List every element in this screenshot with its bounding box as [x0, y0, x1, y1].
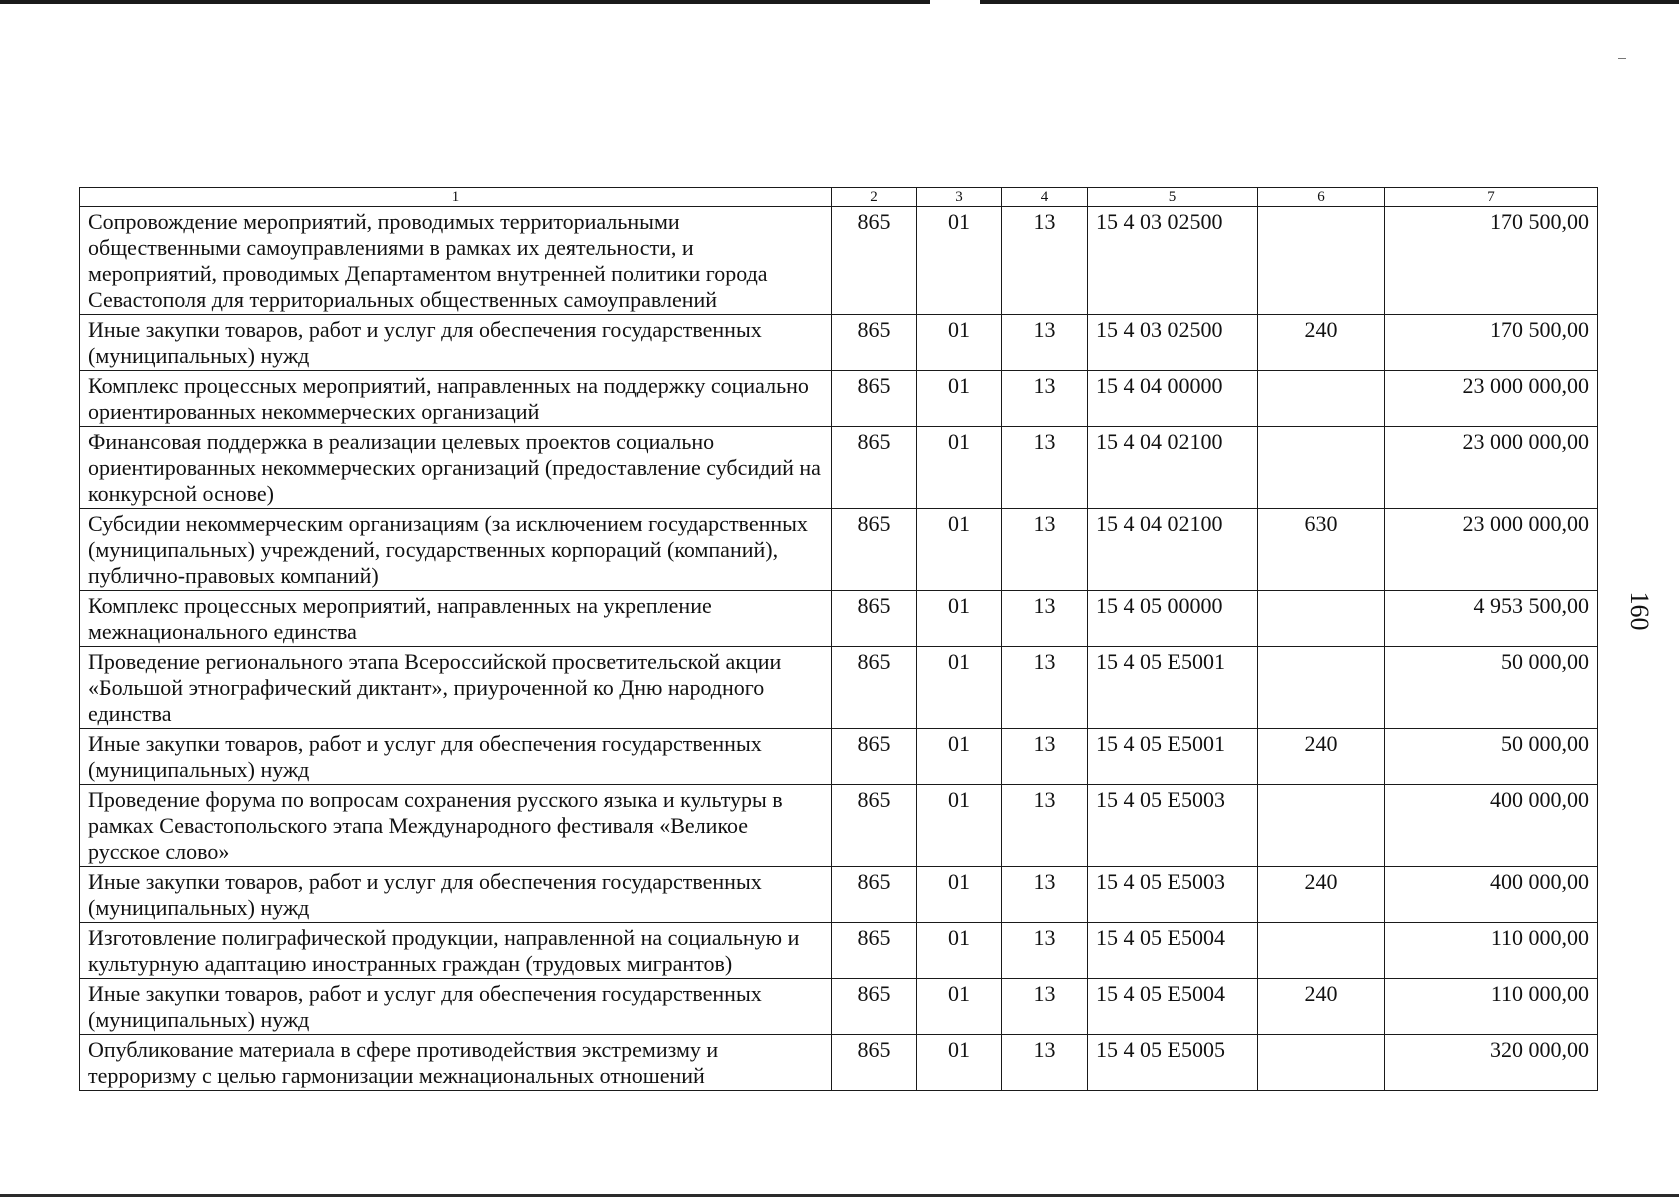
cell-target-article: 15 4 05 E5004 — [1088, 923, 1258, 979]
scan-edge-top — [0, 0, 1679, 4]
cell-admin-code: 865 — [832, 315, 917, 371]
cell-name: Иные закупки товаров, работ и услуг для обеспечения государственных (муниципальных) нужд — [80, 979, 832, 1035]
cell-section: 01 — [917, 729, 1002, 785]
cell-section: 01 — [917, 371, 1002, 427]
cell-name: Комплекс процессных мероприятий, направленных на поддержку социально ориентированных некоммерческих организаций — [80, 371, 832, 427]
cell-admin-code: 865 — [832, 371, 917, 427]
cell-section: 01 — [917, 427, 1002, 509]
cell-name: Проведение регионального этапа Всероссийской просветительской акции «Большой этнографический диктант», приуроченной ко Дню народного единства — [80, 647, 832, 729]
cell-admin-code: 865 — [832, 509, 917, 591]
cell-admin-code: 865 — [832, 1035, 917, 1091]
cell-expense-type — [1258, 427, 1385, 509]
cell-expense-type: 630 — [1258, 509, 1385, 591]
cell-section: 01 — [917, 591, 1002, 647]
table-body — [80, 207, 1598, 1091]
table-row — [80, 785, 1598, 867]
cell-name: Субсидии некоммерческим организациям (за исключением государственных (муниципальных) учреждений, государственных корпораций (компаний), публично-правовых компаний) — [80, 509, 832, 591]
cell-admin-code: 865 — [832, 427, 917, 509]
table-row — [80, 923, 1598, 979]
cell-expense-type — [1258, 785, 1385, 867]
cell-section: 01 — [917, 207, 1002, 315]
cell-section: 01 — [917, 315, 1002, 371]
cell-amount: 320 000,00 — [1385, 1035, 1598, 1091]
cell-subsection: 13 — [1002, 979, 1088, 1035]
cell-admin-code: 865 — [832, 207, 917, 315]
cell-section: 01 — [917, 647, 1002, 729]
cell-subsection: 13 — [1002, 509, 1088, 591]
cell-target-article: 15 4 03 02500 — [1088, 315, 1258, 371]
cell-name: Изготовление полиграфической продукции, направленной на социальную и культурную адаптацию иностранных граждан (трудовых мигрантов) — [80, 923, 832, 979]
cell-name: Опубликование материала в сфере противодействия экстремизму и терроризму с целью гармонизации межнациональных отношений — [80, 1035, 832, 1091]
cell-subsection: 13 — [1002, 867, 1088, 923]
page-number: 160 — [1625, 591, 1654, 631]
cell-amount: 110 000,00 — [1385, 923, 1598, 979]
cell-target-article: 15 4 05 00000 — [1088, 591, 1258, 647]
cell-target-article: 15 4 04 02100 — [1088, 509, 1258, 591]
cell-expense-type — [1258, 647, 1385, 729]
cell-subsection: 13 — [1002, 923, 1088, 979]
table-row — [80, 1035, 1598, 1091]
cell-expense-type: 240 — [1258, 729, 1385, 785]
cell-name: Проведение форума по вопросам сохранения русского языка и культуры в рамках Севастопольского этапа Международного фестиваля «Великое русское слово» — [80, 785, 832, 867]
cell-name: Иные закупки товаров, работ и услуг для обеспечения государственных (муниципальных) нужд — [80, 867, 832, 923]
cell-target-article: 15 4 05 E5003 — [1088, 785, 1258, 867]
budget-table — [79, 187, 1598, 1091]
table-header — [80, 188, 1598, 207]
table-row — [80, 207, 1598, 315]
table-row — [80, 647, 1598, 729]
table-row — [80, 729, 1598, 785]
header-col-7: 7 — [1385, 188, 1598, 207]
cell-name: Иные закупки товаров, работ и услуг для обеспечения государственных (муниципальных) нужд — [80, 315, 832, 371]
scan-edge-bottom — [0, 1194, 1679, 1197]
cell-target-article: 15 4 04 02100 — [1088, 427, 1258, 509]
scan-speck — [1618, 58, 1626, 59]
cell-target-article: 15 4 05 E5005 — [1088, 1035, 1258, 1091]
cell-admin-code: 865 — [832, 647, 917, 729]
cell-subsection: 13 — [1002, 785, 1088, 867]
cell-section: 01 — [917, 509, 1002, 591]
cell-amount: 400 000,00 — [1385, 785, 1598, 867]
cell-amount: 170 500,00 — [1385, 315, 1598, 371]
header-col-4: 4 — [1002, 188, 1088, 207]
cell-expense-type — [1258, 591, 1385, 647]
cell-admin-code: 865 — [832, 591, 917, 647]
cell-expense-type: 240 — [1258, 867, 1385, 923]
cell-expense-type — [1258, 923, 1385, 979]
cell-section: 01 — [917, 785, 1002, 867]
cell-amount: 170 500,00 — [1385, 207, 1598, 315]
cell-amount: 400 000,00 — [1385, 867, 1598, 923]
cell-expense-type: 240 — [1258, 315, 1385, 371]
table-row — [80, 591, 1598, 647]
cell-amount: 4 953 500,00 — [1385, 591, 1598, 647]
cell-subsection: 13 — [1002, 207, 1088, 315]
cell-admin-code: 865 — [832, 979, 917, 1035]
cell-target-article: 15 4 05 E5001 — [1088, 729, 1258, 785]
cell-target-article: 15 4 05 E5001 — [1088, 647, 1258, 729]
cell-amount: 23 000 000,00 — [1385, 371, 1598, 427]
cell-name: Комплекс процессных мероприятий, направленных на укрепление межнационального единства — [80, 591, 832, 647]
cell-amount: 50 000,00 — [1385, 729, 1598, 785]
table-row — [80, 867, 1598, 923]
header-col-1: 1 — [80, 188, 832, 207]
table-row — [80, 427, 1598, 509]
cell-expense-type — [1258, 207, 1385, 315]
cell-subsection: 13 — [1002, 315, 1088, 371]
cell-amount: 110 000,00 — [1385, 979, 1598, 1035]
cell-subsection: 13 — [1002, 371, 1088, 427]
cell-expense-type: 240 — [1258, 979, 1385, 1035]
cell-subsection: 13 — [1002, 1035, 1088, 1091]
cell-expense-type — [1258, 1035, 1385, 1091]
cell-target-article: 15 4 05 E5004 — [1088, 979, 1258, 1035]
cell-admin-code: 865 — [832, 729, 917, 785]
cell-subsection: 13 — [1002, 647, 1088, 729]
table-row — [80, 509, 1598, 591]
cell-expense-type — [1258, 371, 1385, 427]
cell-subsection: 13 — [1002, 427, 1088, 509]
cell-admin-code: 865 — [832, 923, 917, 979]
cell-section: 01 — [917, 1035, 1002, 1091]
cell-target-article: 15 4 03 02500 — [1088, 207, 1258, 315]
cell-amount: 23 000 000,00 — [1385, 427, 1598, 509]
cell-section: 01 — [917, 979, 1002, 1035]
cell-subsection: 13 — [1002, 591, 1088, 647]
cell-amount: 23 000 000,00 — [1385, 509, 1598, 591]
cell-name: Финансовая поддержка в реализации целевых проектов социально ориентированных некоммерческих организаций (предоставление субсидий на конкурсной основе) — [80, 427, 832, 509]
cell-admin-code: 865 — [832, 785, 917, 867]
cell-target-article: 15 4 04 00000 — [1088, 371, 1258, 427]
cell-admin-code: 865 — [832, 867, 917, 923]
header-row — [80, 188, 1598, 207]
cell-name: Сопровождение мероприятий, проводимых территориальными общественными самоуправлениями в рамках их деятельности, и мероприятий, проводимых Департаментом внутренней политики города Севастополя для территориальных общественных самоуправлений — [80, 207, 832, 315]
cell-target-article: 15 4 05 E5003 — [1088, 867, 1258, 923]
cell-amount: 50 000,00 — [1385, 647, 1598, 729]
header-col-2: 2 — [832, 188, 917, 207]
cell-section: 01 — [917, 867, 1002, 923]
cell-section: 01 — [917, 923, 1002, 979]
table-row — [80, 979, 1598, 1035]
header-col-3: 3 — [917, 188, 1002, 207]
table-row — [80, 371, 1598, 427]
header-col-5: 5 — [1088, 188, 1258, 207]
table-row — [80, 315, 1598, 371]
cell-name: Иные закупки товаров, работ и услуг для обеспечения государственных (муниципальных) нужд — [80, 729, 832, 785]
header-col-6: 6 — [1258, 188, 1385, 207]
cell-subsection: 13 — [1002, 729, 1088, 785]
